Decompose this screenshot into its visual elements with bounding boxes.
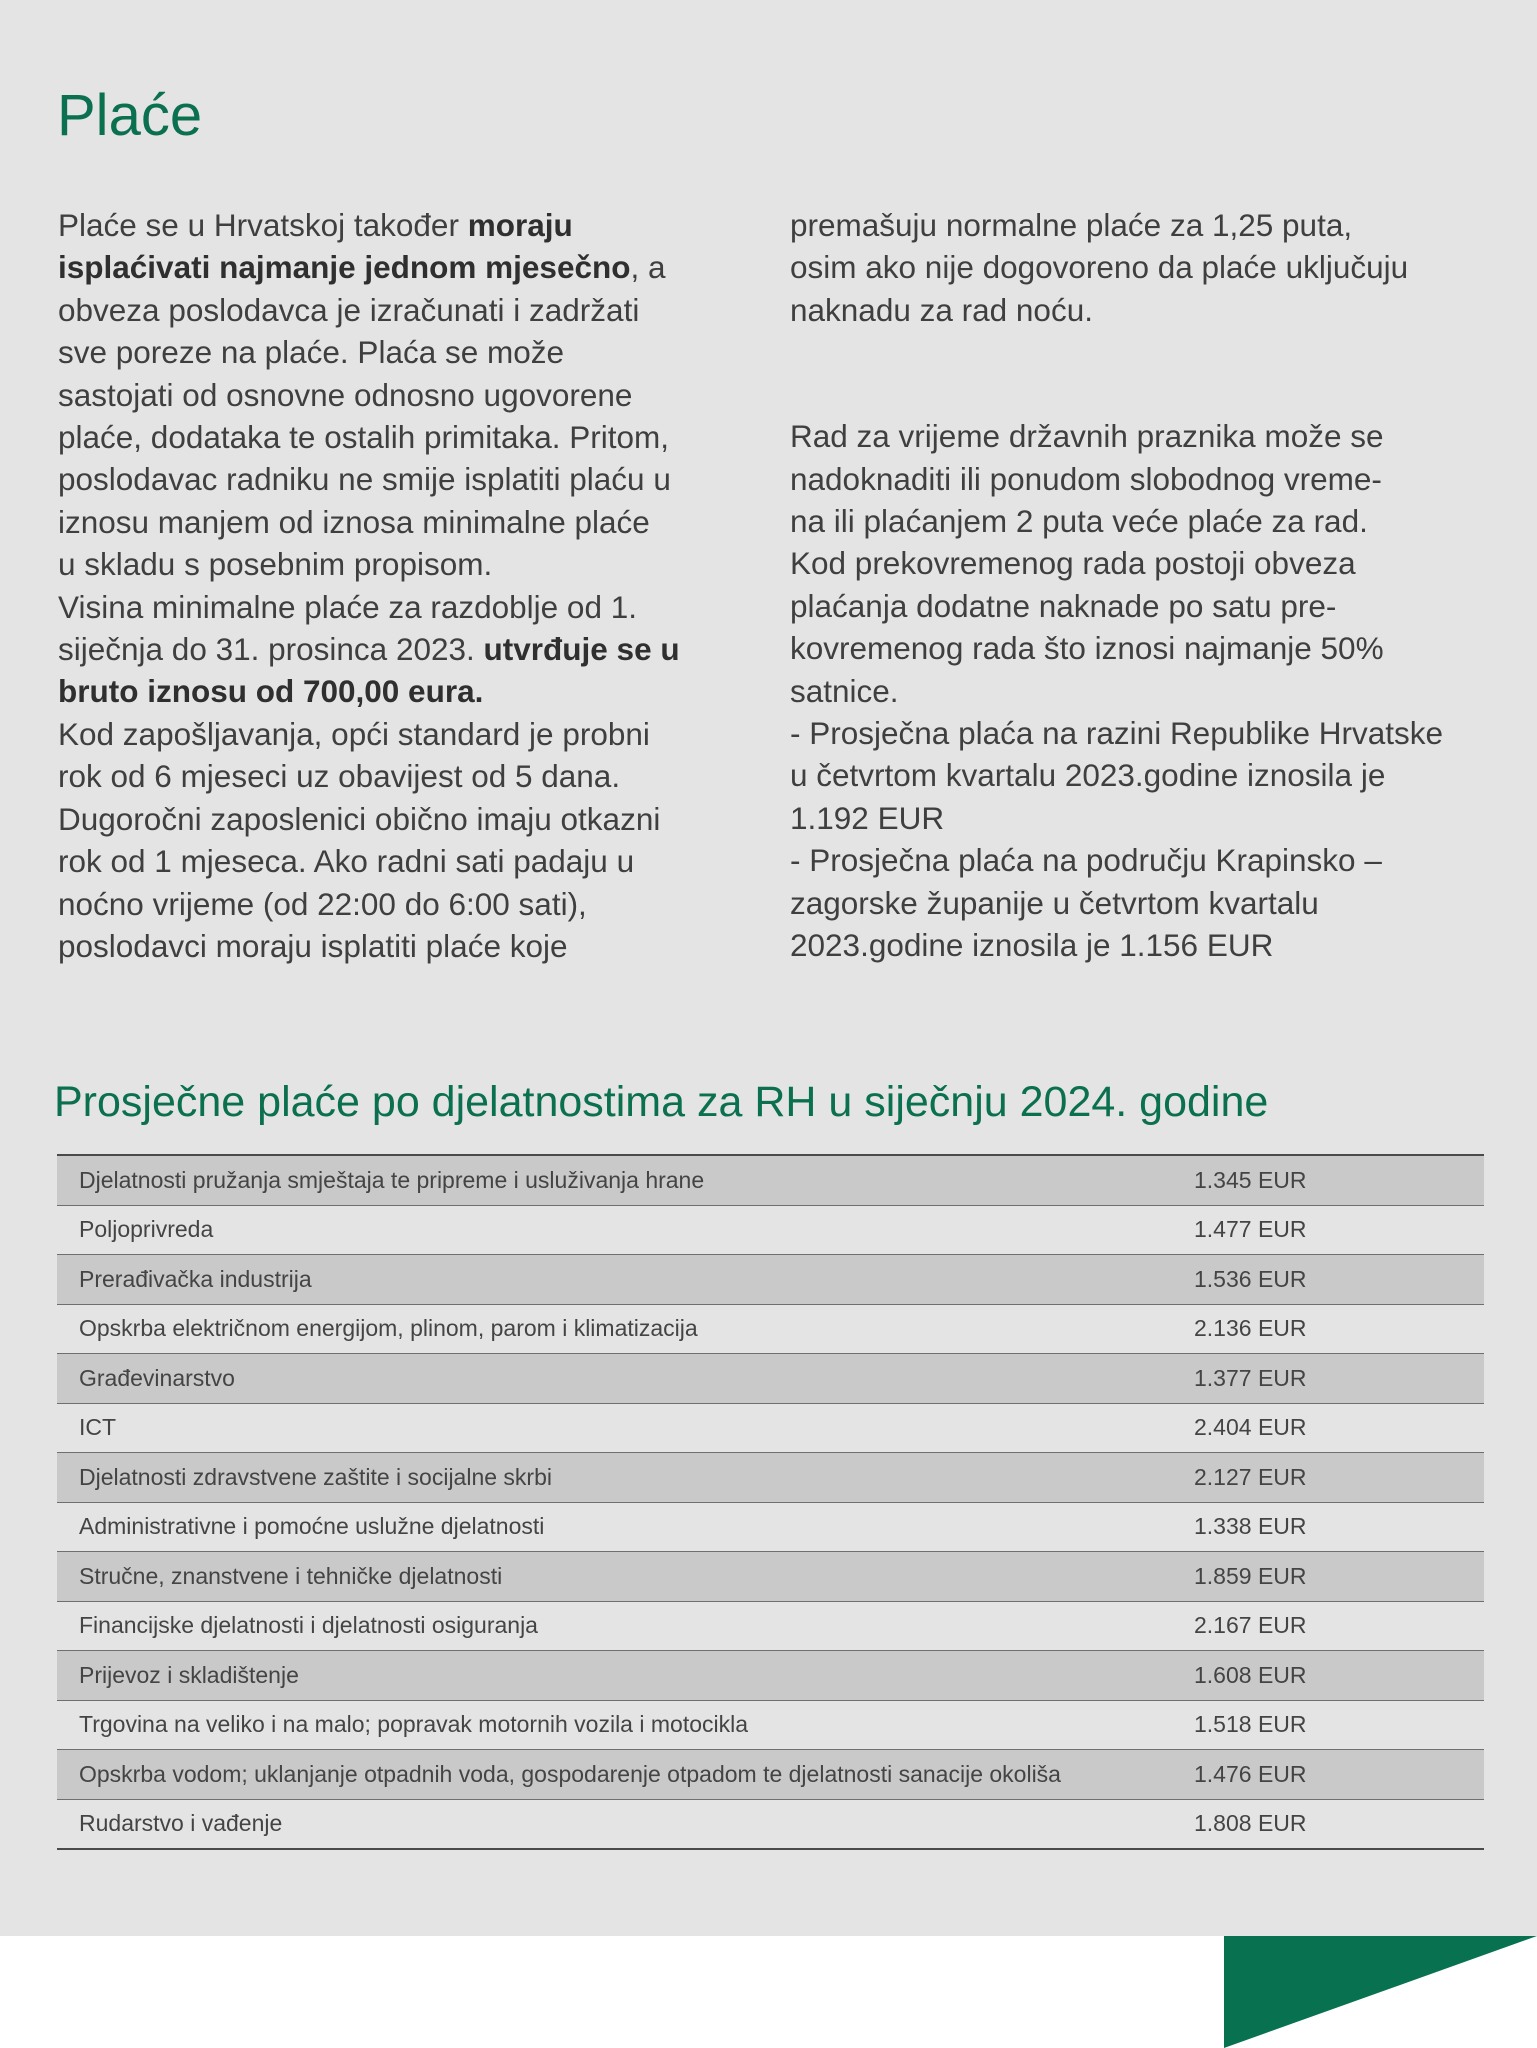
table-row [57, 1502, 1484, 1552]
table-cell-activity: Prijevoz i skladištenje [79, 1661, 299, 1688]
paragraph-minimum-wage [58, 586, 748, 713]
paragraph-minimum-wage-start: Visina minimalne plaće za razdoblje od 1. siječnja do 31. prosinca 2023. [58, 588, 637, 668]
table-row [57, 1650, 1484, 1700]
table-cell-activity: Građevinarstvo [79, 1364, 235, 1391]
paragraph-night-work: premašuju normalne plaće za 1,25 puta, osim ako nije dogovoreno da plaće uključuju naknadu za rad noću. [790, 207, 1409, 328]
table-cell-salary: 2.404 EUR [1194, 1414, 1307, 1441]
page-title: Plaće [57, 83, 203, 148]
table-row [57, 1254, 1484, 1304]
table-row [57, 1205, 1484, 1255]
table-cell-activity: Prerađivačka industrija [79, 1265, 312, 1292]
table-cell-salary: 1.477 EUR [1194, 1216, 1307, 1243]
table-cell-salary: 1.608 EUR [1194, 1661, 1307, 1688]
table-cell-salary: 2.167 EUR [1194, 1612, 1307, 1639]
table-cell-activity: Djelatnosti zdravstvene zaštite i socijalne skrbi [79, 1463, 552, 1490]
table-cell-activity: Opskrba električnom energijom, plinom, parom i klimatizacija [79, 1315, 698, 1342]
table-cell-salary: 1.536 EUR [1194, 1265, 1307, 1292]
table-row [57, 1799, 1484, 1849]
paragraph-average-salary-croatia: - Prosječna plaća na razini Republike Hrvatske u četvrtom kvartalu 2023.godine iznosila je 1.192 EUR [790, 715, 1444, 836]
paragraph-salary-payment [58, 204, 748, 586]
table-row [57, 1551, 1484, 1601]
paragraph-average-salary-county: - Prosječna plaća na području Krapinsko – zagorske županije u četvrtom kvartalu 2023.godine iznosila je 1.156 EUR [790, 842, 1382, 964]
table-row [57, 1156, 1484, 1205]
table-row [57, 1304, 1484, 1354]
paragraph-salary-payment-start: Plaće se u Hrvatskoj također [58, 207, 468, 243]
right-text-column [790, 204, 1510, 967]
table-cell-activity: ICT [79, 1414, 117, 1441]
corner-decoration [1224, 1936, 1537, 2048]
table-cell-salary: 1.808 EUR [1194, 1810, 1307, 1837]
table-cell-activity: Financijske djelatnosti i djelatnosti osiguranja [79, 1612, 538, 1639]
table-cell-activity: Administrativne i pomoćne uslužne djelatnosti [79, 1513, 545, 1540]
table-row [57, 1749, 1484, 1799]
table-cell-salary: 1.518 EUR [1194, 1711, 1307, 1738]
salary-table [57, 1154, 1484, 1850]
left-text-column [58, 204, 748, 967]
paragraph-employment-terms: Kod zapošljavanja, opći standard je probni rok od 6 mjeseci uz obavijest od 5 dana. Dugoročni zaposlenici obično imaju otkazni rok od 1 mjeseca. Ako radni sati padaju u noćno vrijeme (od 22:00 do 6:00 sati), poslodavci moraju isplatiti plaće koje [58, 715, 661, 964]
paragraph-salary-payment-bold: moraju isplaćivati najmanje jednom mjesečno [58, 207, 631, 286]
table-row [57, 1601, 1484, 1651]
paragraph-salary-payment-rest: , a obveza poslodavca je izračunati i zadržati sve poreze na plaće. Plaća se može sastojati od osnovne odnosno ugovorene plaće, dodataka te ostalih primitaka. Pritom, poslodavac radniku ne smije isplatiti plaću u iznosu manjem od iznosa minimalne plaće u skladu s posebnim propisom. [58, 249, 671, 583]
table-cell-activity: Stručne, znanstvene i tehničke djelatnosti [79, 1562, 503, 1589]
table-cell-salary: 1.338 EUR [1194, 1513, 1307, 1540]
green-triangle-shape [1224, 1936, 1537, 2048]
table-row [57, 1452, 1484, 1502]
paragraph-minimum-wage-bold: utvrđuje se u bruto iznosu od 700,00 eura. [58, 631, 680, 710]
table-cell-salary: 1.476 EUR [1194, 1760, 1307, 1787]
table-cell-salary: 2.136 EUR [1194, 1315, 1307, 1342]
table-cell-activity: Opskrba vodom; uklanjanje otpadnih voda, gospodarenje otpadom te djelatnosti sanacije okoliša [79, 1760, 1061, 1787]
table-row [57, 1700, 1484, 1750]
paragraph-holiday-overtime: Rad za vrijeme državnih praznika može se nadoknaditi ili ponudom slobodnog vreme- na ili plaćanjem 2 puta veće plaće za rad. Kod prekovremenog rada postoji obveza plaćanja dodatne naknade po satu pre- kovremenog rada što iznosi najmanje 50% satnice. [790, 418, 1384, 709]
table-cell-activity: Djelatnosti pružanja smještaja te pripreme i usluživanja hrane [79, 1166, 705, 1193]
table-cell-salary: 2.127 EUR [1194, 1463, 1307, 1490]
table-title: Prosječne plaće po djelatnostima za RH u siječnju 2024. godine [54, 1078, 1269, 1126]
table-cell-activity: Poljoprivreda [79, 1216, 214, 1243]
table-cell-activity: Trgovina na veliko i na malo; popravak motornih vozila i motocikla [79, 1711, 749, 1738]
table-row [57, 1353, 1484, 1403]
table-row [57, 1403, 1484, 1453]
table-cell-salary: 1.859 EUR [1194, 1562, 1307, 1589]
table-cell-salary: 1.377 EUR [1194, 1364, 1307, 1391]
paragraph-gap [790, 331, 1510, 415]
table-cell-salary: 1.345 EUR [1194, 1166, 1307, 1193]
table-cell-activity: Rudarstvo i vađenje [79, 1810, 283, 1837]
